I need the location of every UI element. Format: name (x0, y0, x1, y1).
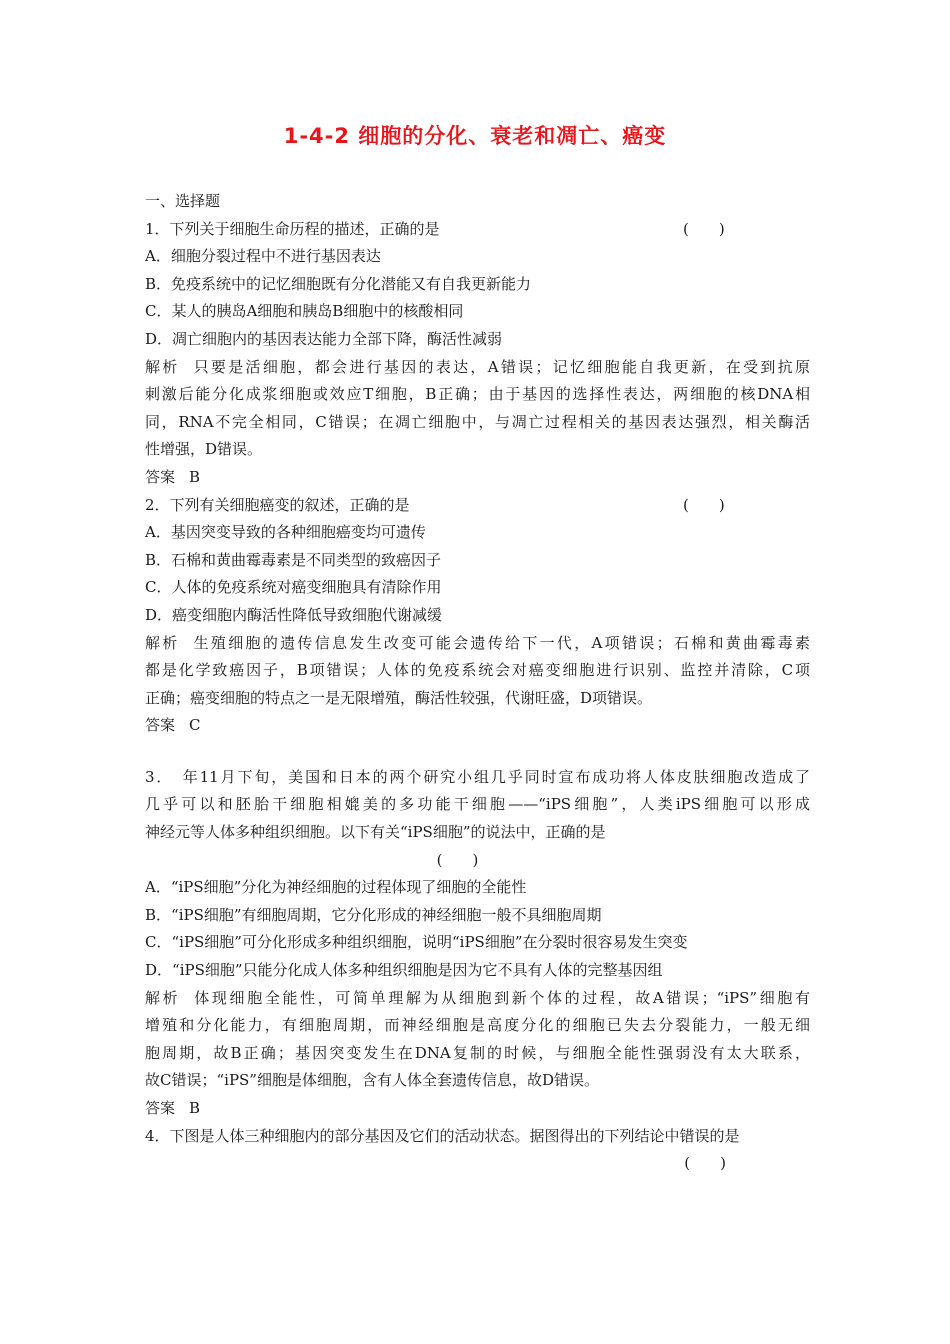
page-title: 1-4-2 细胞的分化、衰老和凋亡、癌变 (283, 124, 667, 148)
question-2-answer (145, 712, 810, 740)
question-stem-text: 1．下列关于细胞生命历程的描述，正确的是 (145, 219, 440, 238)
question-3-analysis-line: 解析 体现细胞全能性，可简单理解为从细胞到新个体的过程，故A错误；“iPS”细胞有 (145, 988, 810, 1007)
question-3-stem-line: 3． 年11月下旬，美国和日本的两个研究小组几乎同时宣布成功将人体皮肤细胞改造成了 (145, 767, 810, 786)
question-3-analysis-line: 增殖和分化能力，有细胞周期，而神经细胞是高度分化的细胞已失去分裂能力，一般无细 (145, 1016, 810, 1035)
question-1-option-d: D．凋亡细胞内的基因表达能力全部下降，酶活性减弱 (145, 329, 503, 348)
question-2-stem (145, 492, 810, 520)
question-3-stem-line: 几乎可以和胚胎干细胞相媲美的多功能干细胞——“iPS细胞”，人类iPS细胞可以形成 (145, 795, 810, 814)
answer-parenthesis: ( ) (436, 850, 479, 869)
question-1-option-c: C．某人的胰岛A细胞和胰岛B细胞中的核酸相同 (145, 302, 464, 321)
question-2-option-c: C．人体的免疫系统对癌变细胞具有清除作用 (145, 578, 442, 597)
question-3-option-b: B．“iPS细胞”有细胞周期，它分化形成的神经细胞一般不具细胞周期 (145, 905, 602, 924)
question-1-analysis-line: 刺激后能分化成浆细胞或效应T细胞，B正确；由于基因的选择性表达，两细胞的核DNA相 (145, 385, 810, 404)
question-3-option-c: C．“iPS细胞”可分化形成多种组织细胞，说明“iPS细胞”在分裂时很容易发生突变 (145, 933, 688, 952)
analysis-label: 解析 (145, 633, 180, 652)
question-1-analysis-line: 同，RNA不完全相同，C错误；在凋亡细胞中，与凋亡过程相关的基因表达强烈，相关酶活 (145, 412, 810, 431)
question-3-option-a: A．“iPS细胞”分化为神经细胞的过程体现了细胞的全能性 (145, 878, 527, 897)
question-1-option-a: A．细胞分裂过程中不进行基因表达 (145, 247, 381, 266)
question-2-analysis-line: 解析 生殖细胞的遗传信息发生改变可能会遗传给下一代，A项错误；石棉和黄曲霉毒素 (145, 633, 810, 652)
question-1-stem (145, 216, 810, 244)
section-heading: 一、选择题 (145, 192, 221, 210)
answer-parenthesis: ( ) (683, 495, 725, 514)
answer-label: 答案 (145, 467, 176, 486)
question-1-analysis-line: 解析 只要是活细胞，都会进行基因的表达，A错误；记忆细胞能自我更新，在受到抗原 (145, 357, 810, 376)
spacer (145, 740, 810, 764)
question-2-analysis-line: 都是化学致癌因子，B项错误；人体的免疫系统会对癌变细胞进行识别、监控并清除，C项 (145, 661, 810, 680)
question-stem-text: 2．下列有关细胞癌变的叙述，正确的是 (145, 495, 410, 514)
question-2-analysis-line: 正确；癌变细胞的特点之一是无限增殖，酶活性较强，代谢旺盛，D项错误。 (145, 688, 653, 707)
answer-value: B (189, 467, 201, 486)
analysis-label: 解析 (145, 988, 181, 1007)
analysis-label: 解析 (145, 357, 180, 376)
answer-label: 答案 (145, 716, 176, 735)
question-1-analysis-line: 性增强，D错误。 (145, 440, 263, 459)
answer-label: 答案 (145, 1099, 176, 1117)
question-4-stem: 4．下图是人体三种细胞内的部分基因及它们的活动状态。据图得出的下列结论中错误的是 (145, 1126, 740, 1145)
question-2-option-d: D．癌变细胞内酶活性降低导致细胞代谢减缓 (145, 605, 443, 624)
question-2-option-a: A．基因突变导致的各种细胞癌变均可遗传 (145, 523, 426, 542)
question-3-option-d: D．“iPS细胞”只能分化成人体多种组织细胞是因为它不具有人体的完整基因组 (145, 961, 663, 980)
question-3-analysis-line: 胞周期，故B正确；基因突变发生在DNA复制的时候，与细胞全能性强弱没有太大联系， (145, 1043, 810, 1062)
question-1-answer (145, 464, 810, 492)
question-2-option-b: B．石棉和黄曲霉毒素是不同类型的致癌因子 (145, 550, 442, 569)
question-3-stem-line: 神经元等人体多种组织细胞。以下有关“iPS细胞”的说法中，正确的是 (145, 823, 606, 842)
question-1-option-b: B．免疫系统中的记忆细胞既有分化潜能又有自我更新能力 (145, 274, 532, 293)
question-3-answer (145, 1095, 810, 1123)
answer-value: C (189, 716, 201, 735)
question-3-analysis-line: 故C错误；“iPS”细胞是体细胞，含有人体全套遗传信息，故D错误。 (145, 1071, 600, 1090)
answer-value: B (189, 1099, 201, 1117)
question-content (145, 188, 810, 1178)
answer-parenthesis: ( ) (684, 1154, 726, 1173)
answer-parenthesis: ( ) (683, 219, 725, 238)
